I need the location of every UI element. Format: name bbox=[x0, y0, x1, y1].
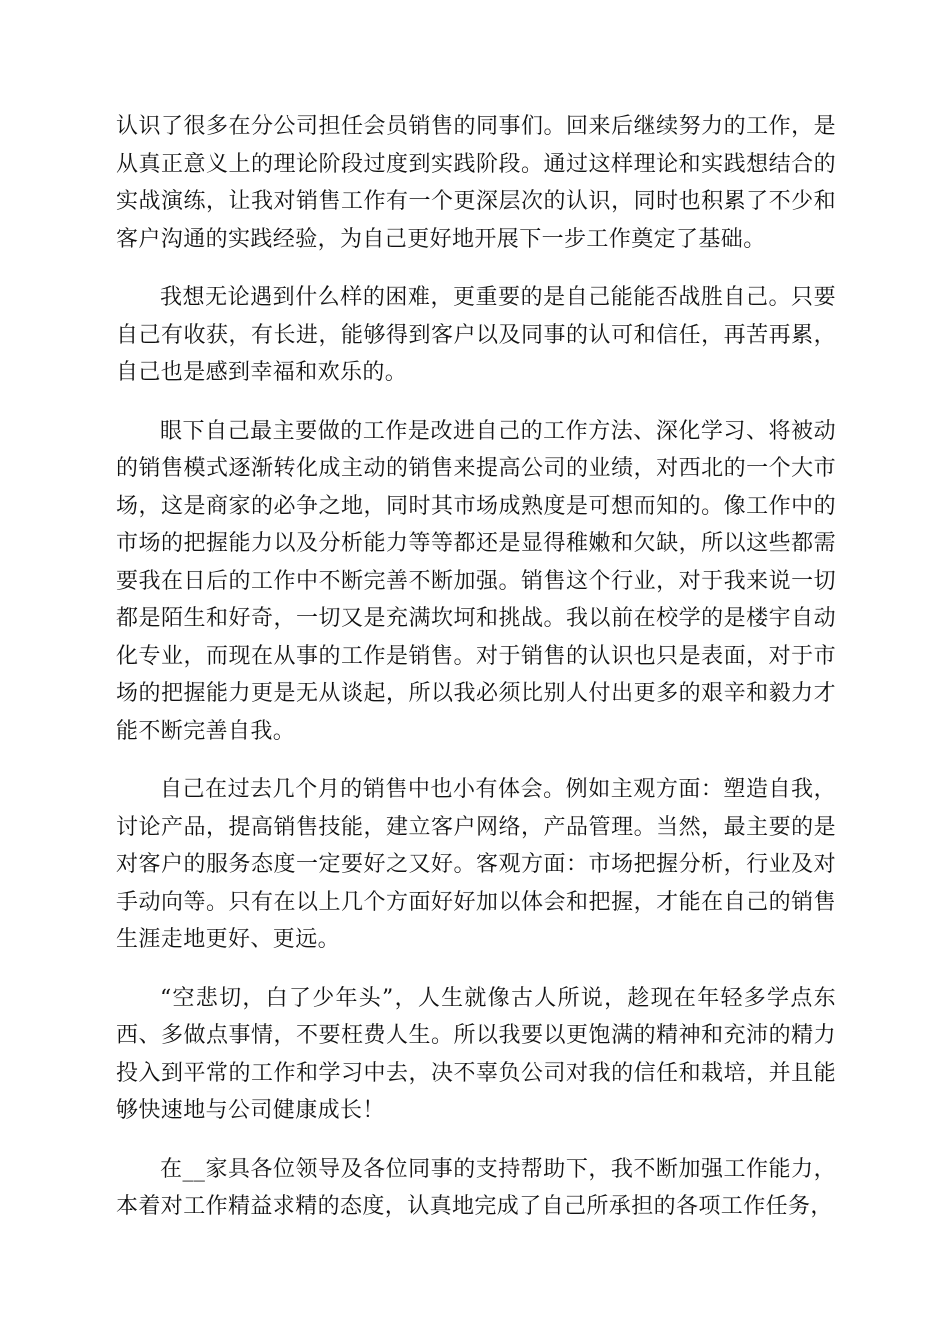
paragraph: 我想无论遇到什么样的困难，更重要的是自己能能否战胜自己。只要自己有收获，有长进，能够得到客户以及同事的认可和信任，再苦再累，自己也是感到幸福和欢乐的。 bbox=[116, 285, 836, 385]
paragraph-continuation: 认识了很多在分公司担任会员销售的同事们。回来后继续努力的工作，是从真正意义上的理论阶段过度到实践阶段。通过这样理论和实践想结合的实战演练，让我对销售工作有一个更深层次的认识，同时也积累了不少和客户沟通的实践经验，为自己更好地开展下一步工作奠定了基础。 bbox=[116, 114, 836, 252]
document-page bbox=[116, 108, 836, 1247]
paragraph: 眼下自己最主要做的工作是改进自己的工作方法、深化学习、将被动的销售模式逐渐转化成主动的销售来提高公司的业绩，对西北的一个大市场，这是商家的必争之地，同时其市场成熟度是可想而知的。像工作中的市场的把握能力以及分析能力等等都还是显得稚嫩和欠缺，所以这些都需要我在日后的工作中不断完善不断加强。销售这个行业，对于我来说一切都是陌生和好奇，一切又是充满坎坷和挑战。我以前在校学的是楼宇自动化专业，而现在从事的工作是销售。对于销售的认识也只是表面，对于市场的把握能力更是无从谈起，所以我必须比别人付出更多的艰辛和毅力才能不断完善自我。 bbox=[116, 418, 836, 744]
paragraph: 自己在过去几个月的销售中也小有体会。例如主观方面：塑造自我，讨论产品，提高销售技能，建立客户网络，产品管理。当然，最主要的是对客户的服务态度一定要好之又好。客观方面：市场把握分析，行业及对手动向等。只有在以上几个方面好好加以体会和把握，才能在自己的销售生涯走地更好、更远。 bbox=[116, 777, 836, 952]
paragraph: “空悲切，白了少年头”，人生就像古人所说，趁现在年轻多学点东西、多做点事情，不要枉费人生。所以我要以更饱满的精神和充沛的精力投入到平常的工作和学习中去，决不辜负公司对我的信任和栽培，并且能够快速地与公司健康成长！ bbox=[116, 985, 836, 1123]
paragraph: 在__家具各位领导及各位同事的支持帮助下，我不断加强工作能力，本着对工作精益求精的态度，认真地完成了自己所承担的各项工作任务， bbox=[116, 1156, 836, 1219]
